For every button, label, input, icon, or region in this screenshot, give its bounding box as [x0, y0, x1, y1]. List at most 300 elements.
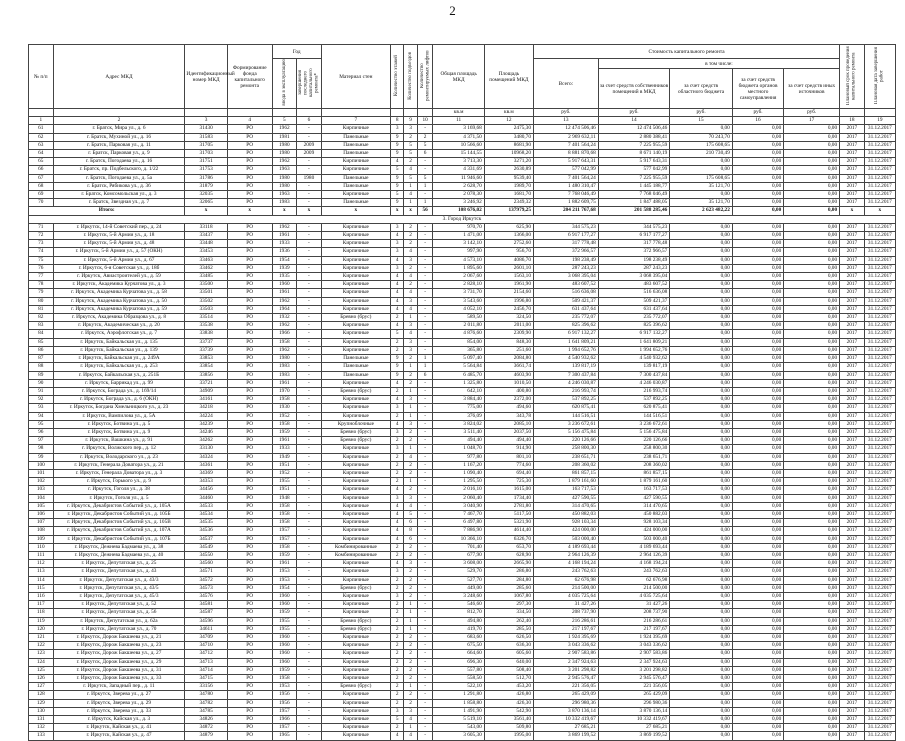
cell-area-living: 8681,90	[484, 141, 533, 149]
cell-cost-regional: 0,00	[670, 330, 733, 338]
cell-cost-total: 1 924 395,69	[533, 634, 598, 642]
cell-cost-owners: 198 238,49	[598, 256, 670, 264]
cell-cost-other: 0,00	[784, 445, 840, 453]
cell-lifts: -	[417, 330, 433, 338]
cell-area-total: 4 573,10	[433, 256, 484, 264]
cell-wall: Панельные	[321, 150, 390, 158]
cell-wall: Кирпичные	[321, 675, 390, 683]
cell-code: 31879	[185, 182, 227, 190]
cell-wall: Кирпичные	[321, 158, 390, 166]
cell-wall: Кирпичные	[321, 478, 390, 486]
cell-period: 2017	[840, 724, 865, 732]
cell-entrances: 2	[404, 699, 417, 707]
cell-entrances: 2	[404, 650, 417, 658]
cell-fund: РО	[227, 174, 272, 182]
cell-lifts: -	[417, 494, 433, 502]
cell-floors: 3	[390, 404, 403, 412]
cell-fund: РО	[227, 625, 272, 633]
cell-fund: РО	[227, 675, 272, 683]
cell-entrances: 2	[404, 232, 417, 240]
cell-cost-regional: 0,00	[670, 675, 733, 683]
cell-cost-owners: 4 189 693,44	[598, 543, 670, 551]
cell-lifts: -	[417, 650, 433, 658]
cell-cost-total: 2 964 126,39	[533, 551, 598, 559]
cell-area-total: 675,50	[433, 642, 484, 650]
cell-code: 31430	[185, 125, 227, 133]
cell-no: 70	[29, 199, 54, 207]
cell-cost-other: 0,00	[784, 666, 840, 674]
cell-code: 33721	[185, 379, 227, 387]
total-cell: х	[272, 207, 297, 215]
cell-code: 34353	[185, 478, 227, 486]
column-number: 13	[533, 117, 598, 125]
cell-period: 2017	[840, 330, 865, 338]
cell-cost-total: 4 189 693,44	[533, 543, 598, 551]
cell-cost-local: 0,00	[732, 617, 783, 625]
cell-lifts: -	[417, 396, 433, 404]
cell-address: г. Иркутск, Авиастроителей ул., д. 59	[53, 273, 185, 281]
cell-entrances: 2	[404, 691, 417, 699]
cell-no: 71	[29, 223, 54, 231]
cell-floors: 3	[390, 568, 403, 576]
cell-period: 2017	[840, 182, 865, 190]
cell-wall: Кирпичные	[321, 535, 390, 543]
cell-code: 34560	[185, 560, 227, 568]
header-area-total: Общая площадь МКД	[433, 45, 484, 109]
cell-cost-owners: 217 197,67	[598, 625, 670, 633]
cell-floors: 3	[390, 707, 403, 715]
cell-deadline: 31.12.2017	[864, 338, 895, 346]
cell-entrances: 2	[404, 223, 417, 231]
cell-no: 101	[29, 469, 54, 477]
header-code: Идентификационный номер МКД	[185, 45, 227, 109]
cell-floors: 4	[390, 273, 403, 281]
cell-area-living: 3480,70	[484, 133, 533, 141]
cell-cost-owners: 537 892,25	[598, 396, 670, 404]
cell-no: 98	[29, 445, 54, 453]
cell-period: 2017	[840, 191, 865, 199]
cell-cost-total: 317 778,48	[533, 240, 598, 248]
cell-year-repair: -	[297, 494, 322, 502]
cell-no: 99	[29, 453, 54, 461]
cell-year-built: 1963	[272, 166, 297, 174]
column-number: 9	[404, 117, 417, 125]
cell-lifts: -	[417, 666, 433, 674]
cell-entrances: 4	[404, 289, 417, 297]
cell-fund: РО	[227, 486, 272, 494]
cell-cost-regional: 0,00	[670, 232, 733, 240]
cell-entrances: 4	[404, 305, 417, 313]
cell-cost-owners: 1 994 652,76	[598, 346, 670, 354]
cell-no: 88	[29, 363, 54, 371]
cell-cost-regional: 0,00	[670, 125, 733, 133]
cell-no: 92	[29, 396, 54, 404]
table-row	[29, 387, 896, 395]
cell-cost-regional: 0,00	[670, 256, 733, 264]
cell-year-repair: -	[297, 346, 322, 354]
cell-address: г. Иркутск, Академическая ул., д. 20	[53, 322, 185, 330]
cell-cost-total: 7 401 564,24	[533, 174, 598, 182]
cell-no: 86	[29, 346, 54, 354]
cell-cost-other: 0,00	[784, 371, 840, 379]
cell-code: 34879	[185, 732, 227, 740]
cell-entrances: 3	[404, 322, 417, 330]
cell-wall: Кирпичные	[321, 396, 390, 404]
cell-wall: Кирпичные	[321, 297, 390, 305]
cell-cost-regional: 0,00	[670, 281, 733, 289]
cell-deadline: 31.12.2017	[864, 158, 895, 166]
cell-cost-regional: 0,00	[670, 691, 733, 699]
cell-cost-total: 344 575,23	[533, 223, 598, 231]
cell-code: 33854	[185, 363, 227, 371]
cell-cost-owners: 139 817,19	[598, 363, 670, 371]
cell-cost-other: 0,00	[784, 551, 840, 559]
cell-fund: РО	[227, 617, 272, 625]
cell-year-built: 1936	[272, 248, 297, 256]
cell-period: 2017	[840, 355, 865, 363]
cell-area-total: 7 467,70	[433, 510, 484, 518]
cell-period: 2017	[840, 666, 865, 674]
table-row	[29, 568, 896, 576]
cell-code: 34587	[185, 609, 227, 617]
cell-cost-regional: 0,00	[670, 502, 733, 510]
cell-year-built: 1959	[272, 551, 297, 559]
header-year-repair: завершения последнего капитального ремонта*	[297, 59, 322, 109]
cell-cost-other: 0,00	[784, 675, 840, 683]
cell-cost-total: 1 879 161,60	[533, 478, 598, 486]
cell-area-living: 2372,00	[484, 396, 533, 404]
cell-code: 33739	[185, 346, 227, 354]
cell-floors: 2	[390, 346, 403, 354]
cell-area-living: 2084,80	[484, 355, 533, 363]
cell-year-built: 1954	[272, 256, 297, 264]
cell-fund: РО	[227, 576, 272, 584]
cell-area-living: 2601,10	[484, 264, 533, 272]
cell-cost-regional: 0,00	[670, 560, 733, 568]
cell-cost-local: 0,00	[732, 158, 783, 166]
cell-fund: РО	[227, 724, 272, 732]
column-number: 15	[670, 117, 733, 125]
cell-cost-total: 12 474 506,46	[533, 125, 598, 133]
cell-entrances: 2	[404, 379, 417, 387]
cell-cost-local: 0,00	[732, 240, 783, 248]
cell-cost-owners: 928 103,34	[598, 519, 670, 527]
table-row	[29, 158, 896, 166]
cell-deadline: 31.12.2017	[864, 346, 895, 354]
cell-deadline: 31.12.2017	[864, 568, 895, 576]
cell-cost-total: 7 300 437,84	[533, 371, 598, 379]
cell-cost-other: 0,00	[784, 584, 840, 592]
cell-code: 32035	[185, 191, 227, 199]
cell-entrances: 2	[404, 642, 417, 650]
cell-period: 2017	[840, 716, 865, 724]
cell-entrances: 1	[404, 601, 417, 609]
cell-area-living: 9539,40	[484, 174, 533, 182]
cell-cost-other: 0,00	[784, 240, 840, 248]
cell-deadline: 31.12.2017	[864, 232, 895, 240]
cell-floors: 2	[390, 699, 403, 707]
cell-year-built: 1957	[272, 527, 297, 535]
cell-year-built: 1980	[272, 182, 297, 190]
cell-year-repair: -	[297, 716, 322, 724]
cell-year-repair: -	[297, 691, 322, 699]
cell-cost-total: 139 817,19	[533, 363, 598, 371]
cell-year-built: 1980	[272, 174, 297, 182]
column-number: 10	[417, 117, 433, 125]
cell-floors: 4	[390, 289, 403, 297]
cell-period: 2017	[840, 412, 865, 420]
cell-area-total: 854,00	[433, 338, 484, 346]
cell-entrances: 2	[404, 584, 417, 592]
cell-cost-local: 0,00	[732, 182, 783, 190]
cell-entrances: 4	[404, 502, 417, 510]
cell-no: 69	[29, 191, 54, 199]
cell-cost-local: 0,00	[732, 453, 783, 461]
cell-cost-local: 0,00	[732, 125, 783, 133]
cell-cost-total: 450 882,03	[533, 510, 598, 518]
cell-cost-regional: 0,00	[670, 314, 733, 322]
cell-year-built: 1983	[272, 363, 297, 371]
cell-floors: 2	[390, 625, 403, 633]
cell-no: 67	[29, 174, 54, 182]
header-incl: в том числе:	[598, 59, 839, 69]
cell-year-repair: -	[297, 445, 322, 453]
cell-lifts: -	[417, 240, 433, 248]
table-row	[29, 445, 896, 453]
cell-year-repair: -	[297, 601, 322, 609]
cell-no: 116	[29, 592, 54, 600]
cell-cost-other: 0,00	[784, 699, 840, 707]
cell-fund: РО	[227, 461, 272, 469]
cell-cost-other: 0,00	[784, 519, 840, 527]
table-row	[29, 125, 896, 133]
cell-cost-total: 208 737,90	[533, 609, 598, 617]
cell-cost-regional: 0,00	[670, 732, 733, 740]
header-year-group: Год	[272, 45, 321, 59]
cell-code: 34714	[185, 666, 227, 674]
cell-cost-local: 0,00	[732, 281, 783, 289]
cell-period: 2017	[840, 551, 865, 559]
cell-lifts: -	[417, 232, 433, 240]
cell-floors: 2	[390, 478, 403, 486]
table-row	[29, 141, 896, 149]
cell-period: 2017	[840, 650, 865, 658]
cell-area-total: 419,70	[433, 625, 484, 633]
cell-cost-local: 0,00	[732, 519, 783, 527]
cell-cost-other: 0,00	[784, 510, 840, 518]
cell-area-living: 1734,40	[484, 494, 533, 502]
cell-cost-owners: 1 879 161,60	[598, 478, 670, 486]
cell-floors: 2	[390, 338, 403, 346]
cell-entrances: 5	[404, 150, 417, 158]
cell-address: г. Иркутск, Ботвина ул., д. 5	[53, 420, 185, 428]
cell-address: г. Иркутск, Депутатская ул., д. 56	[53, 609, 185, 617]
table-row	[29, 634, 896, 642]
cell-area-total: 3 543,60	[433, 297, 484, 305]
cell-no: 82	[29, 314, 54, 322]
cell-year-repair: -	[297, 469, 322, 477]
table-row	[29, 289, 896, 297]
cell-no: 68	[29, 182, 54, 190]
cell-year-repair: -	[297, 510, 322, 518]
cell-area-total: 1 491,90	[433, 707, 484, 715]
cell-year-built: 1960	[272, 634, 297, 642]
cell-cost-other: 0,00	[784, 223, 840, 231]
cell-entrances: 3	[404, 420, 417, 428]
cell-wall: Панельные	[321, 199, 390, 207]
cell-cost-regional: 0,00	[670, 264, 733, 272]
cell-no: 75	[29, 256, 54, 264]
cell-year-repair: -	[297, 191, 322, 199]
table-row	[29, 592, 896, 600]
cell-deadline: 31.12.2017	[864, 716, 895, 724]
cell-year-built: 1960	[272, 601, 297, 609]
total-cell: 204 211 767,68	[533, 207, 598, 215]
cell-wall: Кирпичные	[321, 461, 390, 469]
cell-year-built: 1952	[272, 469, 297, 477]
cell-cost-local: 0,00	[732, 699, 783, 707]
cell-area-total: 10 566,60	[433, 141, 484, 149]
cell-period: 2017	[840, 527, 865, 535]
cell-cost-total: 314 470,65	[533, 502, 598, 510]
cell-area-living: 1989,70	[484, 182, 533, 190]
table-row	[29, 256, 896, 264]
cell-lifts: -	[417, 576, 433, 584]
cell-fund: РО	[227, 240, 272, 248]
total-cell: х	[840, 207, 865, 215]
cell-cost-regional: 0,00	[670, 642, 733, 650]
unit-cell: руб.	[533, 109, 598, 117]
cell-cost-regional: 0,00	[670, 396, 733, 404]
total-cell: х	[404, 207, 417, 215]
cell-cost-owners: 221 356,05	[598, 683, 670, 691]
cell-no: 107	[29, 519, 54, 527]
table-row	[29, 683, 896, 691]
cell-fund: РО	[227, 691, 272, 699]
cell-lifts: -	[417, 560, 433, 568]
table-row	[29, 675, 896, 683]
cell-cost-total: 27 685,21	[533, 724, 598, 732]
cell-deadline: 31.12.2017	[864, 707, 895, 715]
cell-floors: 4	[390, 396, 403, 404]
cell-code: 34537	[185, 535, 227, 543]
cell-period: 2017	[840, 363, 865, 371]
cell-cost-total: 238 651,71	[533, 453, 598, 461]
cell-year-repair: -	[297, 330, 322, 338]
cell-wall: Кирпичные	[321, 707, 390, 715]
cell-area-total: 449,00	[433, 584, 484, 592]
column-number: 17	[784, 117, 840, 125]
cell-floors: 3	[390, 240, 403, 248]
cell-code: 33501	[185, 289, 227, 297]
cell-code: 34239	[185, 420, 227, 428]
cell-fund: РО	[227, 338, 272, 346]
cell-period: 2017	[840, 404, 865, 412]
cell-wall: Комбинированные	[321, 543, 390, 551]
cell-deadline: 31.12.2017	[864, 387, 895, 395]
cell-cost-other: 0,00	[784, 658, 840, 666]
cell-address: г. Иркутск, Зверева ул., д. 33	[53, 707, 185, 715]
cell-cost-total: 516 636,08	[533, 289, 598, 297]
cell-cost-regional: 0,00	[670, 461, 733, 469]
header-owners: за счет средств собственников помещений в МКД	[598, 69, 670, 109]
cell-lifts: -	[417, 223, 433, 231]
cell-cost-other: 0,00	[784, 133, 840, 141]
cell-fund: РО	[227, 601, 272, 609]
cell-address: г. Иркутск, Дорож Бакшеева ул., д. 31	[53, 666, 185, 674]
cell-cost-other: 0,00	[784, 625, 840, 633]
cell-floors: 5	[390, 716, 403, 724]
cell-address: г. Иркутск, Богдана Хмельницкого ул., д. 23	[53, 404, 185, 412]
cell-code: 33463	[185, 256, 227, 264]
table-row	[29, 609, 896, 617]
cell-cost-owners: 7 225 955,59	[598, 174, 670, 182]
cell-cost-regional: 0,00	[670, 453, 733, 461]
cell-wall: Кирпичные	[321, 289, 390, 297]
cell-year-repair: -	[297, 248, 322, 256]
cell-wall: Бревно (брус)	[321, 625, 390, 633]
cell-period: 2017	[840, 371, 865, 379]
cell-cost-local: 0,00	[732, 642, 783, 650]
cell-period: 2017	[840, 256, 865, 264]
cell-no: 102	[29, 478, 54, 486]
cell-area-living: 426,30	[484, 699, 533, 707]
header-area-living: Площадь помещений МКД	[484, 45, 533, 109]
cell-cost-regional: 210 730,49	[670, 150, 733, 158]
cell-cost-regional: 35 121,70	[670, 182, 733, 190]
cell-address: г. Иркутск, Володарского ул., д. 23	[53, 453, 185, 461]
cell-cost-other: 0,00	[784, 535, 840, 543]
cell-floors: 4	[390, 535, 403, 543]
cell-address: г. Иркутск, Байкальская ул., д. 251Б	[53, 371, 185, 379]
cell-wall: Кирпичные	[321, 650, 390, 658]
cell-area-total: 677,90	[433, 551, 484, 559]
cell-code: 34246	[185, 428, 227, 436]
cell-cost-regional: 0,00	[670, 527, 733, 535]
table-row	[29, 346, 896, 354]
cell-cost-other: 0,00	[784, 404, 840, 412]
cell-cost-regional: 0,00	[670, 609, 733, 617]
header-deadline: Плановая дата завершения работ	[864, 45, 895, 109]
cell-address: г. Иркутск, Академика Образцова ул., д. 8	[53, 314, 185, 322]
header-wall: Материал стен	[321, 45, 390, 109]
cell-year-built: 1951	[272, 461, 297, 469]
cell-address: г. Братск, Звездная ул., д. 7	[53, 199, 185, 207]
cell-wall: Бревно (брус)	[321, 584, 390, 592]
table-row	[29, 133, 896, 141]
cell-lifts: -	[417, 338, 433, 346]
cell-cost-regional: 0,00	[670, 510, 733, 518]
cell-fund: РО	[227, 314, 272, 322]
cell-area-living: 494,40	[484, 437, 533, 445]
cell-period: 2017	[840, 346, 865, 354]
table-row	[29, 519, 896, 527]
cell-cost-owners: 427 590,55	[598, 494, 670, 502]
cell-floors: 2	[390, 412, 403, 420]
cell-wall: Кирпичные	[321, 322, 390, 330]
cell-wall: Кирпичные	[321, 716, 390, 724]
cell-address: г. Иркутск, 5-й Армии ул., д. 18	[53, 232, 185, 240]
cell-deadline: 31.12.2017	[864, 666, 895, 674]
cell-deadline: 31.12.2017	[864, 199, 895, 207]
table-row	[29, 182, 896, 190]
cell-code: 34549	[185, 543, 227, 551]
cell-cost-other: 0,00	[784, 150, 840, 158]
table-row	[29, 707, 896, 715]
cell-no: 105	[29, 502, 54, 510]
cell-cost-local: 0,00	[732, 141, 783, 149]
cell-area-total: 2 067,60	[433, 273, 484, 281]
